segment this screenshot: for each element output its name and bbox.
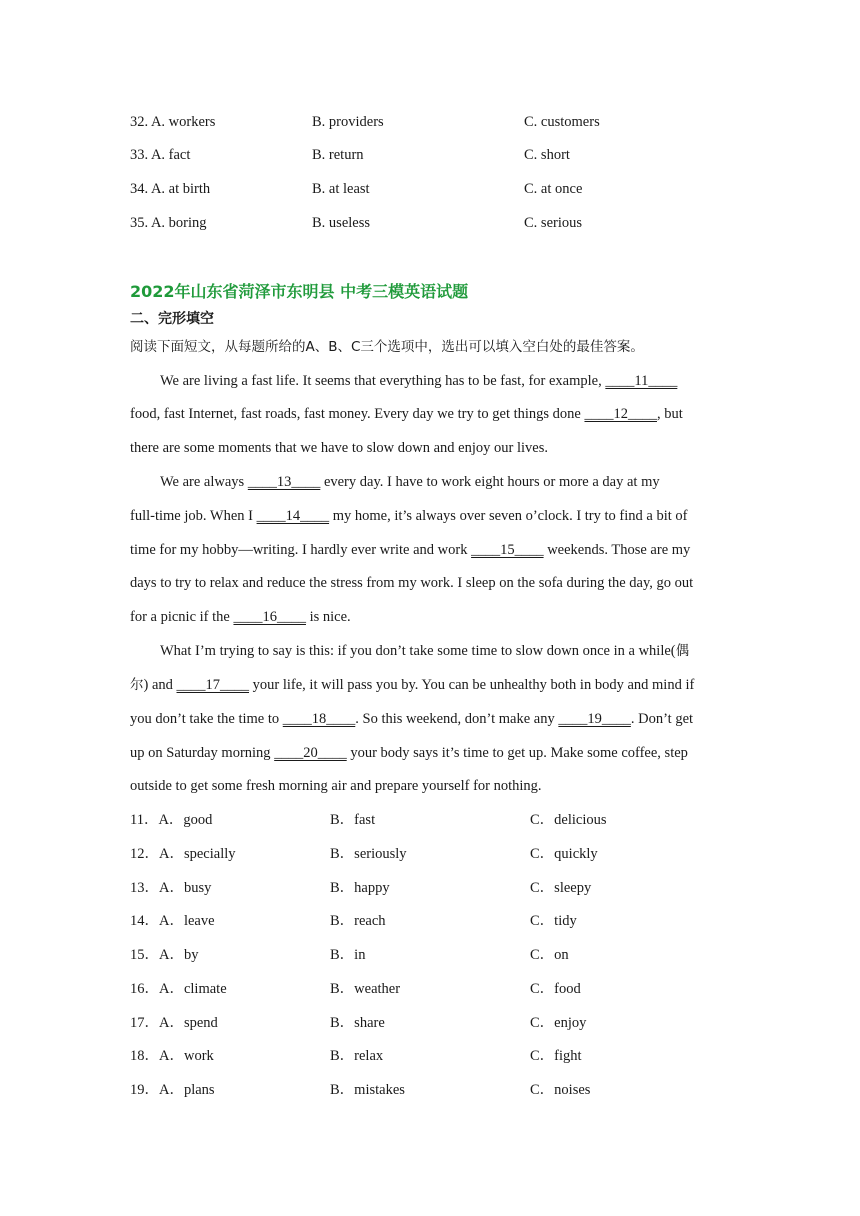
option-c: C．quickly: [530, 846, 598, 862]
passage-text: time for my hobby—writing. I hardly ever write and work: [130, 542, 472, 558]
passage-text: We are always: [160, 474, 248, 490]
exam-title: 2022年山东省菏泽市东明县 中考三模英语试题: [130, 282, 469, 301]
passage-line: [130, 404, 683, 424]
passage-text: weekends. Those are my: [543, 542, 691, 558]
passage-line: [160, 371, 677, 391]
option-c: C. customers: [524, 114, 600, 130]
passage-line: [130, 743, 688, 763]
option-a: 13．A．busy: [130, 880, 212, 896]
option-b: B．reach: [330, 913, 386, 929]
passage-line: [130, 607, 351, 627]
blank-15: ____15____: [471, 542, 544, 558]
passage-text: 偶: [675, 643, 690, 659]
option-c: C. serious: [524, 215, 582, 231]
option-a: 34. A. at birth: [130, 181, 211, 197]
blank-14: ____14____: [256, 508, 330, 524]
passage-line: there are some moments that we have to slow down and enjoy our lives.: [130, 440, 548, 456]
blank-19: ____19____: [558, 711, 631, 727]
option-a: 11．A．good: [130, 812, 213, 828]
passage-line: [130, 540, 690, 560]
option-a: 15．A．by: [130, 947, 199, 963]
option-c: C．noises: [530, 1082, 591, 1098]
passage-line: [130, 709, 693, 729]
passage-text: you don’t take the time to: [130, 711, 283, 727]
option-b: B. at least: [312, 181, 370, 197]
option-a: 14．A．leave: [130, 913, 215, 929]
blank-20: ____20____: [274, 745, 347, 761]
option-a: 16．A．climate: [130, 981, 227, 997]
option-b: B. useless: [312, 215, 370, 231]
passage-text: full-time job. When I: [130, 508, 257, 524]
option-a: 12．A．specially: [130, 846, 236, 862]
passage-text: What I’m trying to say is this: if you don’t take some time to slow down once in a while(: [160, 643, 676, 659]
passage-text: for a picnic if the: [130, 609, 234, 625]
option-a: 35. A. boring: [130, 215, 207, 231]
option-b: B．relax: [330, 1048, 384, 1064]
passage-line: days to try to relax and reduce the stress from my work. I sleep on the sofa during the day, go out: [130, 575, 694, 591]
passage-text: my home, it’s always over seven o’clock. I try to find a bit of: [329, 508, 688, 524]
passage-text: . Don’t get: [630, 711, 694, 727]
option-b: B．in: [330, 947, 366, 963]
passage-text: food, fast Internet, fast roads, fast money. Every day we try to get things done: [130, 406, 585, 422]
option-b: B．seriously: [330, 846, 407, 862]
passage-line: [160, 641, 689, 661]
option-b: B．share: [330, 1015, 385, 1031]
option-c: C．fight: [530, 1048, 582, 1064]
option-c: C．sleepy: [530, 880, 592, 896]
option-a: 33. A. fact: [130, 147, 191, 163]
passage-line: outside to get some fresh morning air and prepare yourself for nothing.: [130, 778, 542, 794]
option-a: 18．A．work: [130, 1048, 214, 1064]
option-b: B．happy: [330, 880, 390, 896]
option-c: C. at once: [524, 181, 583, 197]
option-b: B．fast: [330, 812, 376, 828]
option-b: B. providers: [312, 114, 384, 130]
option-c: C. short: [524, 147, 570, 163]
passage-text: up on Saturday morning: [130, 745, 275, 761]
passage-text: ) and: [143, 677, 177, 693]
option-c: C．on: [530, 947, 569, 963]
blank-18: ____18____: [282, 711, 356, 727]
option-c: C．enjoy: [530, 1015, 587, 1031]
option-b: B．weather: [330, 981, 401, 997]
option-a: 17．A．spend: [130, 1015, 218, 1031]
passage-text: your life, it will pass you by. You can be unhealthy both in body and mind if: [249, 677, 695, 693]
blank-16: ____16____: [233, 609, 306, 625]
option-a: 32. A. workers: [130, 114, 216, 130]
passage-line: [130, 506, 687, 526]
instruction-text: 阅读下面短文，从每题所给的A、B、C三个选项中，选出可以填入空白处的最佳答案。: [130, 339, 644, 355]
section-heading: 二、完形填空: [130, 311, 214, 327]
option-a: 19．A．plans: [130, 1082, 215, 1098]
blank-12: ____12____: [584, 406, 657, 422]
option-c: C．food: [530, 981, 581, 997]
option-b: B. return: [312, 147, 364, 163]
blank-13: ____13____: [247, 474, 321, 490]
passage-text: your body says it’s time to get up. Make some coffee, step: [346, 745, 688, 761]
passage-text: . So this weekend, don’t make any: [355, 711, 559, 727]
option-c: C．tidy: [530, 913, 577, 929]
passage-text: We are living a fast life. It seems that everything has to be fast, for example,: [160, 373, 606, 389]
option-c: C．delicious: [530, 812, 607, 828]
passage-line: [160, 472, 660, 492]
passage-text: is nice.: [305, 609, 351, 625]
option-b: B．mistakes: [330, 1082, 405, 1098]
blank-17: ____17____: [176, 677, 250, 693]
passage-text: every day. I have to work eight hours or more a day at my: [320, 474, 660, 490]
blank-11: ____11____: [605, 373, 678, 389]
passage-text: 尔: [130, 677, 144, 693]
passage-text: , but: [656, 406, 683, 422]
passage-line: [130, 675, 694, 695]
